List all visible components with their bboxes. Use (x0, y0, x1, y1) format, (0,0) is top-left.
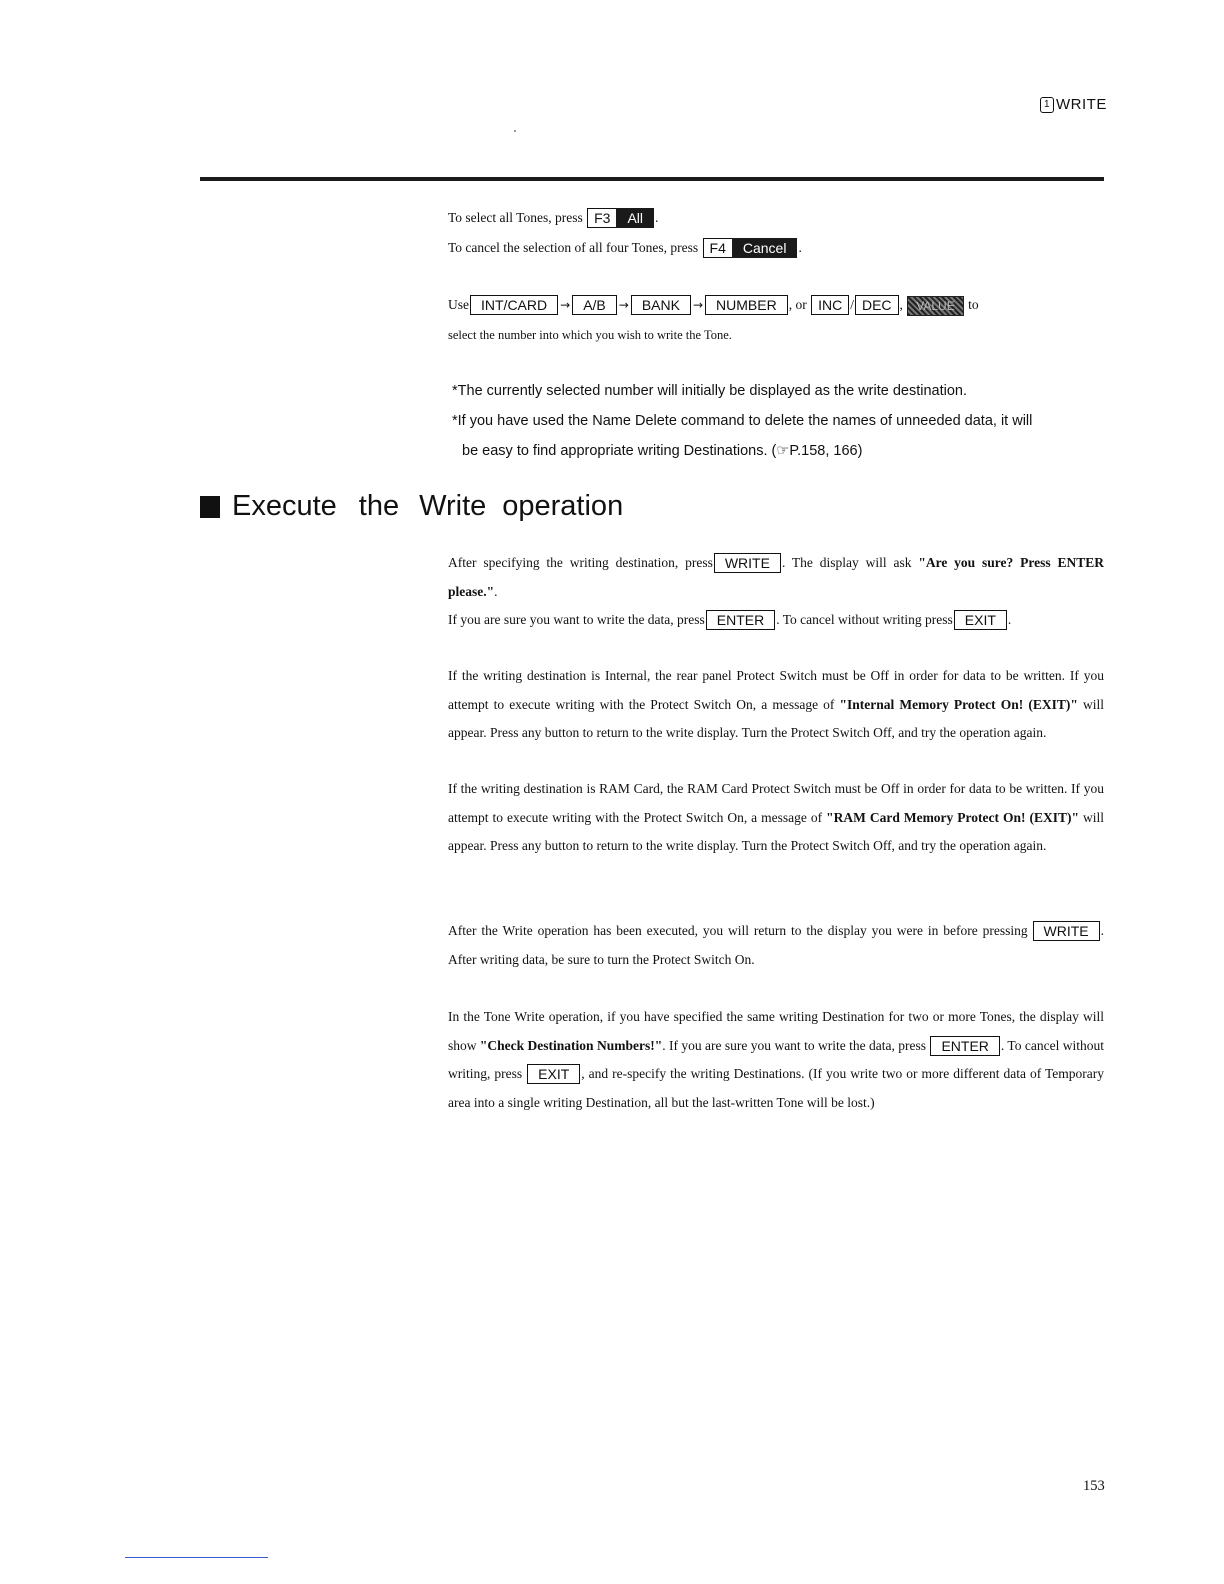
text: To cancel the selection of all four Tones, press (448, 240, 699, 255)
page-reference: P.158, 166) (789, 443, 863, 459)
use-line (448, 295, 979, 316)
page-number: 153 (1083, 1478, 1105, 1494)
heading-word: the (358, 490, 400, 522)
int-card-key: INT/CARD (470, 295, 558, 315)
exit-key: EXIT (954, 610, 1007, 630)
value-dial: VALUE (907, 296, 963, 316)
paragraph-internal-protect (448, 662, 1104, 748)
display-message: "Internal Memory Protect On! (EXIT)" (839, 696, 1078, 712)
paragraph-card-protect (448, 775, 1104, 861)
f3-key: F3 (587, 208, 617, 228)
text: will appear. Press any button to return to the write display. Turn the Protect Switch Off, and try the operation again. (448, 809, 1104, 853)
text: After specifying the writing destination, press (448, 555, 713, 570)
text: In the Tone Write operation, if you have specified the same writing Destination for two or more Tones, the display will show (448, 1009, 1104, 1053)
display-message: "RAM Card Memory Protect On! (EXIT)" (826, 809, 1079, 825)
select-all-line (448, 208, 658, 228)
write-key: WRITE (714, 553, 781, 573)
display-message: "Check Destination Numbers!" (479, 1037, 663, 1053)
paragraph-duplicate-destination (448, 1003, 1104, 1117)
number-key: NUMBER (705, 295, 788, 315)
section-heading (200, 490, 623, 523)
text: To select all Tones, press (448, 210, 583, 225)
bank-key: BANK (631, 295, 691, 315)
text: . (655, 210, 659, 225)
text: , or (788, 297, 807, 312)
arrow-right-icon: → (560, 298, 571, 312)
header-rule (200, 177, 1104, 181)
text: After the Write operation has been executed, you will return to the display you were in before pressing (448, 923, 1028, 938)
text: If the writing destination is Internal, the rear panel Protect Switch must be Off in order for data to be written. If you attempt to execute writing with the Protect Switch On, a message of (448, 668, 1104, 712)
text: , (899, 297, 903, 312)
f4-key: F4 (703, 238, 733, 258)
text: . (494, 583, 498, 599)
text: will appear. Press any button to return to the write display. Turn the Protect Switch Off, and try the operation again. (448, 696, 1104, 740)
footer-rule (125, 1557, 268, 1558)
enter-key: ENTER (930, 1036, 999, 1056)
section-tab (1040, 96, 1107, 113)
circled-number-icon: 1 (1040, 97, 1054, 113)
inc-key: INC (811, 295, 849, 315)
text: be easy to find appropriate writing Destinations. ( (462, 443, 777, 459)
paragraph-after-write (448, 917, 1104, 974)
heading-word: operation (502, 490, 624, 522)
text: Use (448, 297, 469, 312)
display-message: "Are you sure? Press ENTER please." (448, 555, 1105, 599)
text: . After writing data, be sure to turn the Protect Switch On. (448, 923, 1105, 967)
text: . (1007, 612, 1012, 627)
use-line-2: select the number into which you wish to write the Tone. (448, 328, 732, 342)
text: / (850, 297, 854, 312)
heading-word: Execute (232, 490, 337, 522)
dec-key: DEC (855, 295, 899, 315)
cancel-softkey: Cancel (732, 238, 798, 258)
section-tab-label: WRITE (1056, 96, 1107, 113)
enter-key: ENTER (706, 610, 775, 630)
paragraph-confirm (448, 549, 1104, 635)
heading-word: Write (419, 490, 487, 522)
text: If you are sure you want to write the data, press (448, 612, 705, 627)
speck (514, 130, 516, 132)
text: . To cancel without writing, press (448, 1037, 1104, 1081)
arrow-right-icon: → (692, 298, 704, 312)
note-2a: *If you have used the Name Delete command to delete the names of unneeded data, it will (452, 413, 1033, 429)
note-2b (462, 441, 862, 461)
text: If the writing destination is RAM Card, the RAM Card Protect Switch must be Off in order for data to be written. If you attempt to execute writing with the Protect Switch On, a message of (448, 781, 1104, 825)
bullet-square-icon (200, 496, 220, 518)
text: . (798, 240, 802, 255)
a-b-key: A/B (572, 295, 617, 315)
exit-key: EXIT (527, 1064, 580, 1084)
cancel-all-line (448, 238, 802, 258)
text: . To cancel without writing press (776, 612, 953, 627)
pointing-hand-icon: ☞ (776, 443, 790, 459)
note-1: *The currently selected number will initially be displayed as the write destination. (452, 383, 968, 399)
text: . The display will ask (781, 555, 919, 570)
text: . If you are sure you want to write the data, press (662, 1037, 927, 1053)
text: , and re-specify the writing Destinations. (If you write two or more different data of Temporary area into a single writing Destination, all but the last-written Tone will be lost.) (448, 1066, 1104, 1110)
all-softkey: All (616, 208, 654, 228)
text: to (968, 297, 979, 312)
write-key: WRITE (1033, 921, 1100, 941)
arrow-right-icon: → (618, 298, 629, 312)
